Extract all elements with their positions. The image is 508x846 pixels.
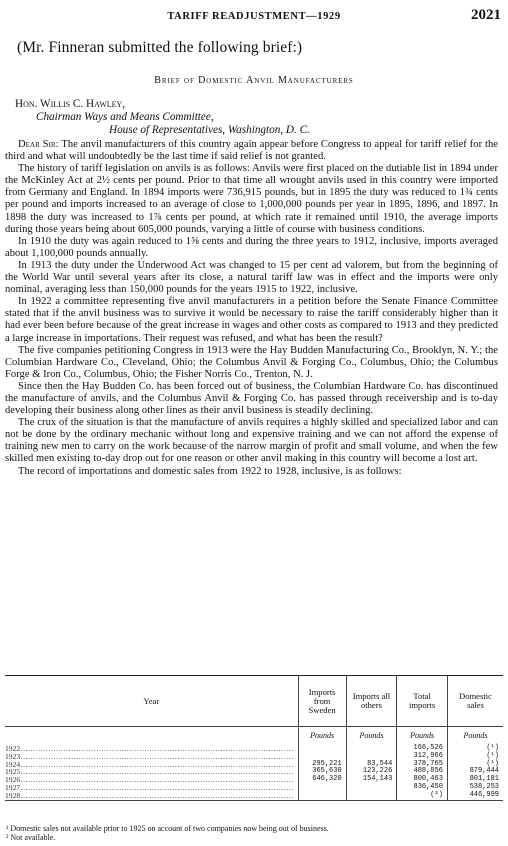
table-row: [5, 784, 503, 792]
year-cell: 1924………………………………………………………………………………………………: [5, 760, 294, 769]
domestic-cell: 446,999: [447, 792, 503, 800]
units-cell: [5, 727, 298, 746]
units-cell: Pounds: [298, 727, 346, 746]
year-cell: 1926………………………………………………………………………………………………: [5, 776, 294, 784]
intro-note: (Mr. Finneran submitted the following brief:): [17, 39, 303, 56]
others-cell: 123,226: [346, 768, 397, 776]
domestic-cell: 801,181: [447, 776, 503, 784]
year-cell: 1923………………………………………………………………………………………………: [5, 752, 294, 761]
domestic-cell: (¹): [447, 761, 503, 769]
sweden-cell: 365,630: [298, 768, 346, 776]
sweden-cell: [298, 784, 346, 792]
total-cell: 488,856: [397, 768, 448, 776]
column-header-domestic: Domestic sales: [447, 676, 503, 727]
year-cell: 1925………………………………………………………………………………………………: [5, 768, 294, 777]
paragraph: In 1910 the duty was again reduced to 1⅝ cents and during the three years to 1912, inclusive, imports averaged about 1,100,000 pounds annually.: [5, 235, 498, 259]
year-label: 1923: [5, 752, 21, 761]
table-row: [5, 792, 503, 800]
column-header-others: Imports all others: [346, 676, 397, 727]
imports-sales-table: [5, 675, 503, 801]
others-cell: [346, 745, 397, 753]
footnote-1: ¹ Domestic sales not available prior to 1925 on account of two companies now being out of business.: [6, 824, 329, 833]
total-cell: 836,450: [397, 784, 448, 792]
total-cell: (²): [397, 792, 448, 800]
others-cell: 83,544: [346, 761, 397, 769]
paragraph: The record of importations and domestic sales from 1922 to 1928, inclusive, is as follows:: [18, 465, 402, 477]
total-cell: 312,966: [397, 753, 448, 761]
year-cell: 1927………………………………………………………………………………………………: [5, 783, 294, 792]
year-label: 1925: [5, 768, 21, 777]
year-cell: 1922………………………………………………………………………………………………: [5, 745, 294, 753]
salutation: Dear Sir:: [18, 139, 59, 150]
column-header-total: Total imports: [397, 676, 448, 727]
paragraph: The five companies petitioning Congress in 1913 were the Hay Budden Manufacturing Co., Brooklyn, N. Y.; the Columbian Hardware Co., Cleveland, Ohio; the Columbus Anvil & Forging Co., Columbus, Ohio; the Columbus Forge & Iron Co., Columbus, Ohio; the Fisher Norris Co., Trenton, N. J.: [5, 344, 498, 380]
sweden-cell: 295,221: [298, 761, 346, 769]
domestic-cell: (¹): [447, 745, 503, 753]
sweden-cell: [298, 745, 346, 753]
column-header-sweden: Imports from Sweden: [298, 676, 346, 727]
others-cell: [346, 792, 397, 800]
paragraph: Since then the Hay Budden Co. has been forced out of business, the Columbian Hardware Co. has discontinued the manufacture of anvils, and the Columbus Anvil & Forging Co. has passed through receivership and is to-day developing their business along other lines as their anvil business is steadily declining.: [5, 380, 498, 417]
running-title: TARIFF READJUSTMENT—1929: [167, 11, 341, 22]
units-cell: Pounds: [346, 727, 397, 746]
domestic-cell: (¹): [447, 753, 503, 761]
others-cell: [346, 784, 397, 792]
paragraph: In 1922 a committee representing five anvil manufacturers in a petition before the Senate Finance Committee stated that if the anvil business was to survive it would be necessary to raise the tariff considerably higher than it had ever been before because of the great increase in wages and other costs as compared to 1913 and they predicted a large increase in importations. Their request was refused, and what has been the result?: [5, 296, 498, 344]
units-cell: Pounds: [447, 727, 503, 746]
total-cell: 378,765: [397, 761, 448, 769]
year-label: 1924: [5, 760, 21, 769]
paragraph-text: The anvil manufacturers of this country again appear before Congress to appeal for tariff relief for the third and what will undoubtedly be the last time if said relief is not granted.: [5, 139, 498, 163]
letter-body: [5, 139, 498, 478]
paragraph: In 1913 the duty under the Underwood Act was changed to 15 per cent ad valorem, but from the beginning of the World War until several years after its close, a natural tariff law was in effect and the imports were only nominal, averaging less than 150,000 pounds for the years 1915 to 1922, inclusive.: [5, 259, 498, 296]
total-cell: 800,463: [397, 776, 448, 784]
brief-title: Brief of Domestic Anvil Manufacturers: [154, 75, 354, 86]
paragraph: [5, 139, 498, 163]
year-label: 1928: [5, 791, 21, 800]
year-label: 1922: [5, 745, 21, 753]
paragraph: The history of tariff legislation on anvils is as follows: Anvils were first placed on the dutiable list in 1894 under the McKinley Act at 2½ cents per pound. Prior to that time all wrought anvils used in this country were imported from Germany and England. In 1894 imports were 736,915 pounds, but in 1895 the duty was reduced to 1¾ cents per pound and imports increased to an average of close to 1,000,000 pounds per year in 1895, 1896, and 1897. In 1898 the duty was increased to 1⅞ cents per pound, at which rate it remained until 1910, the average imports during those years being about 605,000 pounds, varying a little of course with business conditions.: [5, 163, 498, 235]
footnote-2: ² Not available.: [6, 833, 56, 842]
sweden-cell: 646,320: [298, 776, 346, 784]
year-cell: 1928………………………………………………………………………………………………: [5, 792, 298, 800]
others-cell: 154,143: [346, 776, 397, 784]
year-label: 1926: [5, 776, 21, 784]
year-label: 1927: [5, 783, 21, 792]
domestic-cell: 538,253: [447, 784, 503, 792]
addressee-house: House of Representatives, Washington, D. C.: [109, 124, 310, 136]
table-header-row: [5, 676, 503, 727]
addressee-name: Hon. Willis C. Hawley,: [15, 98, 126, 110]
addressee-title: Chairman Ways and Means Committee,: [36, 111, 214, 123]
units-row: [5, 727, 503, 746]
sweden-cell: [298, 792, 346, 800]
column-header-year: Year: [5, 676, 298, 727]
total-cell: 166,526: [397, 745, 448, 753]
units-cell: Pounds: [397, 727, 448, 746]
paragraph: The crux of the situation is that the manufacture of anvils requires a highly skilled and specialized labor and can not be done by the ordinary mechanic without long and expensive training and we can not afford the expense of training new men to carry on the work because of the narrow margin of profit and small volume, and when the few skilled men existing to-day drop out for one reason or other anvil making in this country will become a lost art.: [5, 417, 498, 465]
page-number: 2021: [471, 7, 501, 23]
domestic-cell: 879,444: [447, 768, 503, 776]
